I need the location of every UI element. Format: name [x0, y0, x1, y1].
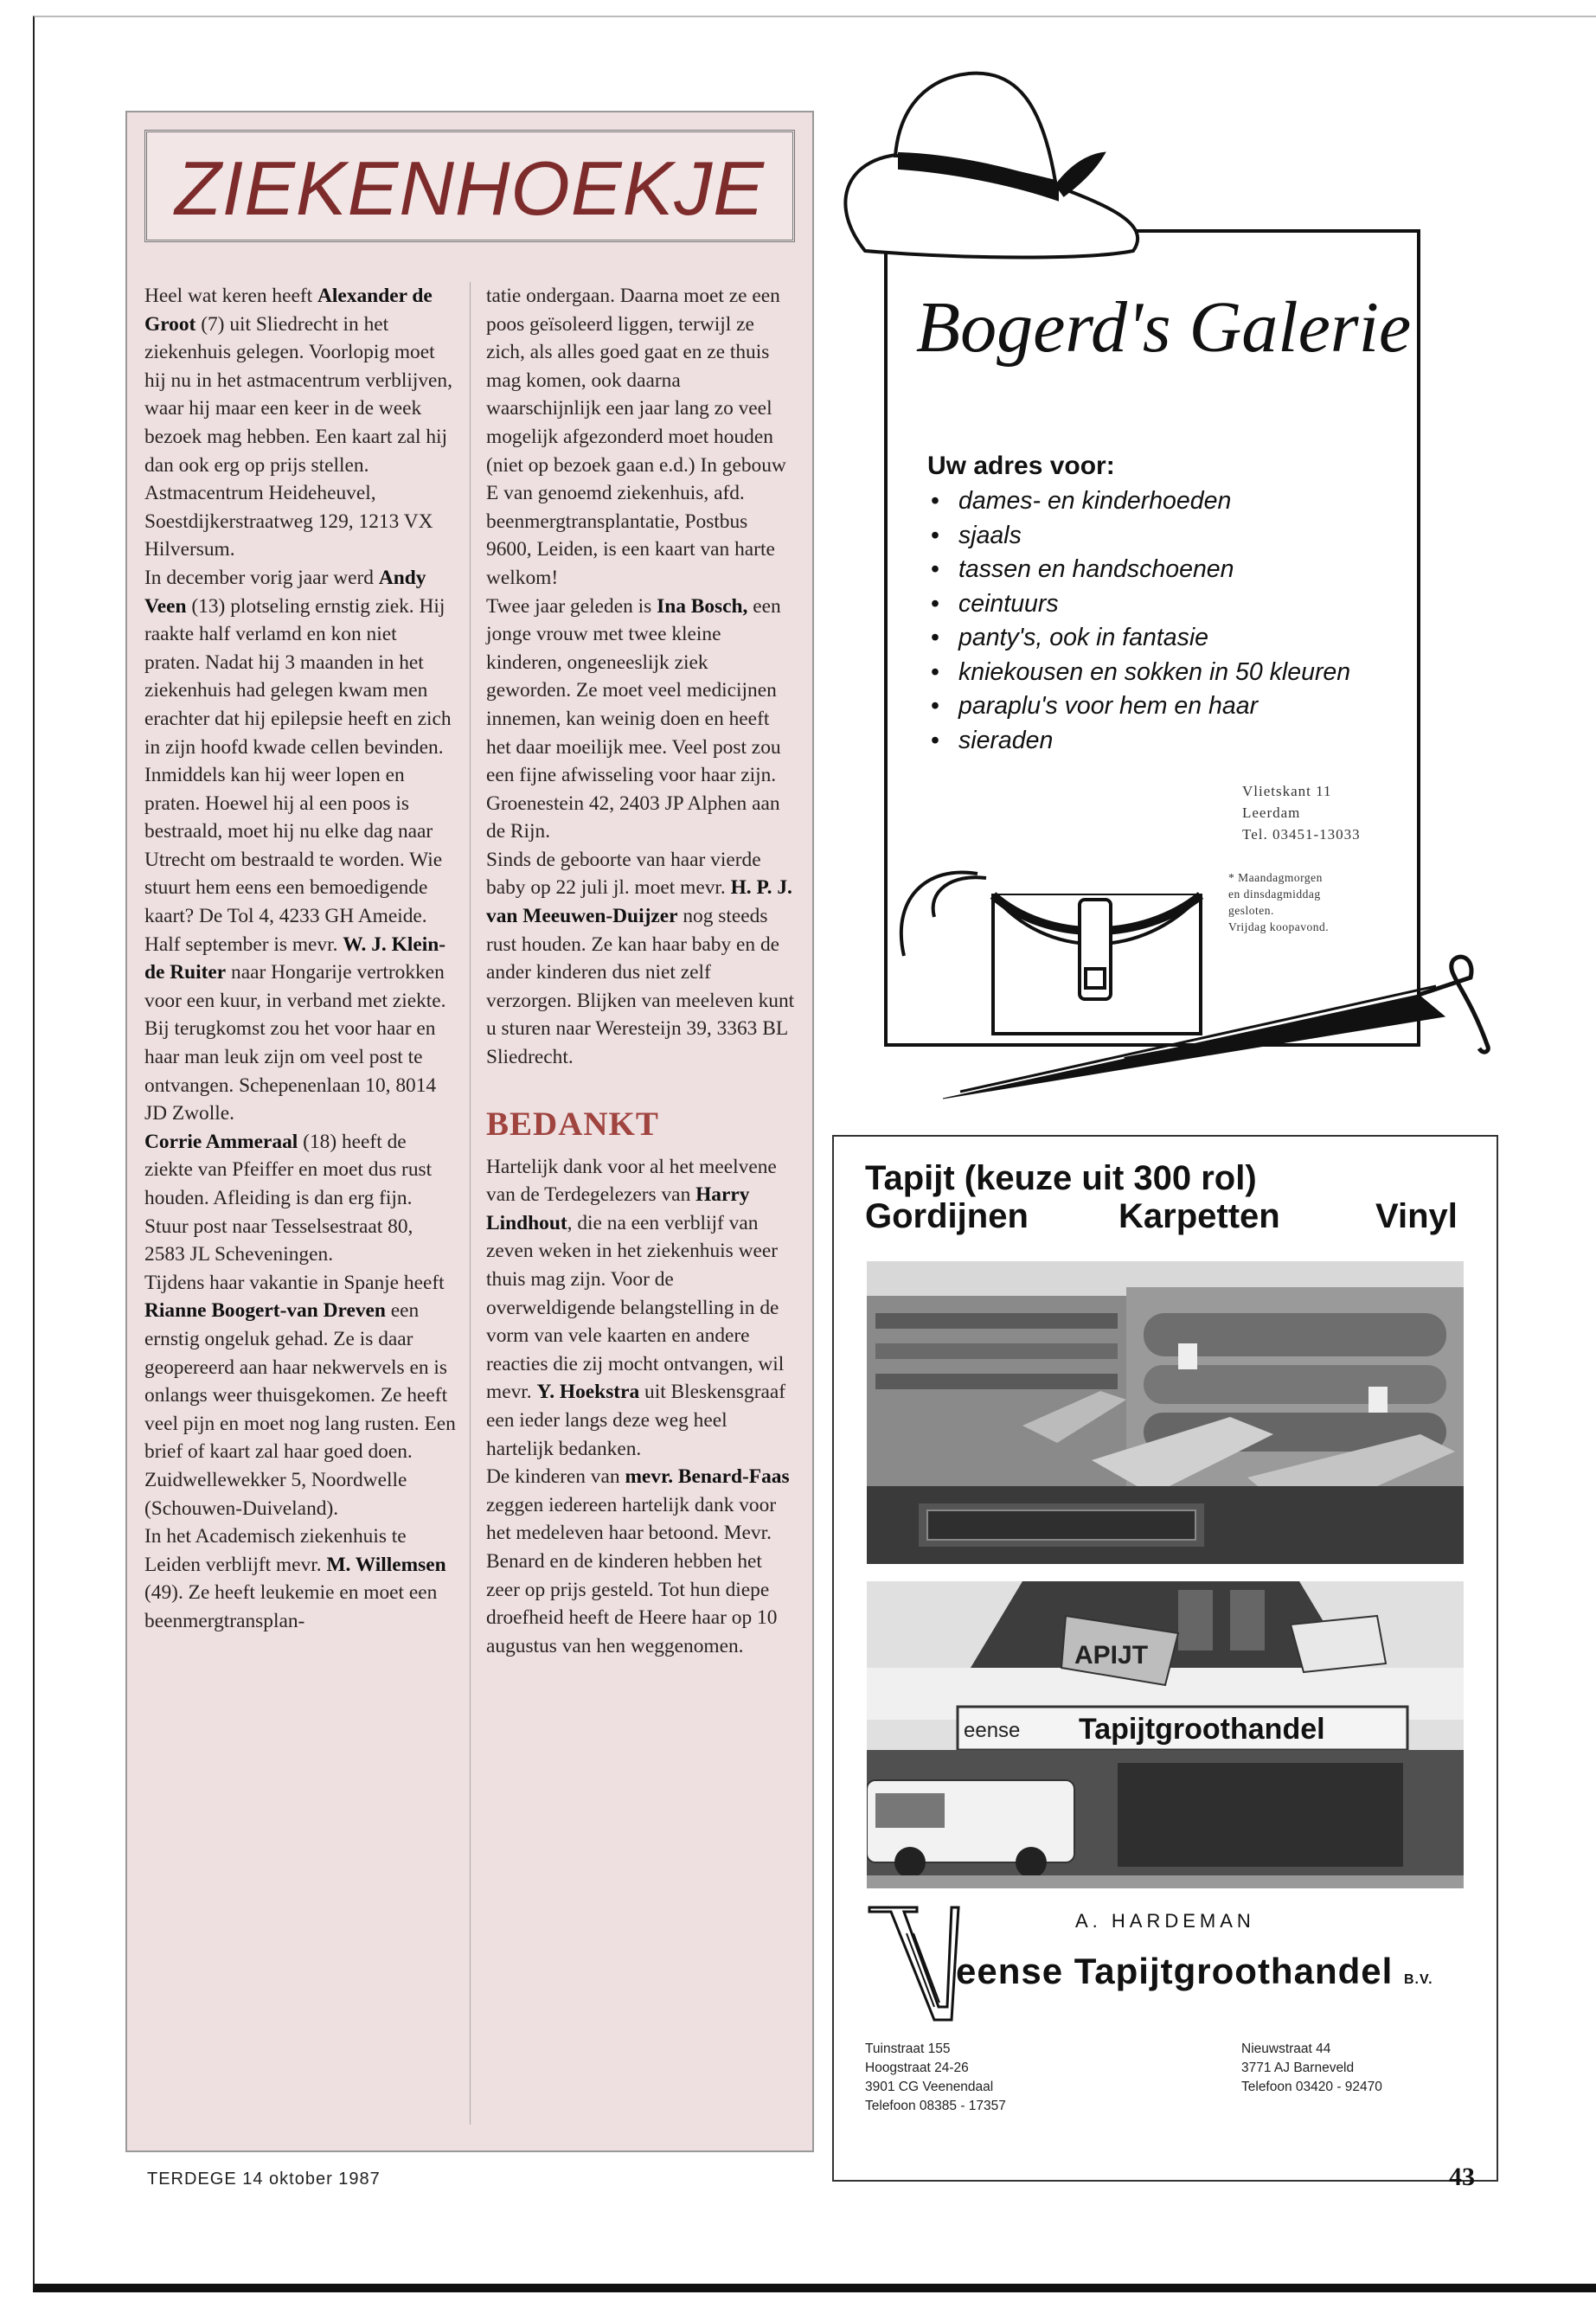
paragraph: In het Academisch ziekenhuis te Leiden verblijft mevr. M. Willemsen (49). Ze heeft leukemie en moet een beenmergtransplan- — [144, 1525, 446, 1632]
person-name: Corrie Ammeraal — [144, 1130, 298, 1153]
bogerd-hours: * Maandagmorgen en dinsdagmiddag gesloten. Vrijdag koopavond. — [1228, 871, 1330, 933]
paragraph: Corrie Ammeraal (18) heeft de ziekte van Pfeiffer en moet dus rust houden. Afleiding is dan erg fijn. Stuur post naar Tesselsestraat 80, 2583 JL Scheveningen. — [144, 1130, 433, 1266]
list-item: • kniekousen en sokken in 50 kleuren — [927, 656, 1350, 690]
list-item: • sieraden — [927, 724, 1350, 759]
bogerd-list — [927, 484, 1350, 758]
person-name: Ina Bosch, — [657, 594, 748, 618]
storefront-banner-text: Tapijtgroothandel — [1079, 1713, 1325, 1746]
paragraph: De kinderen van mevr. Benard-Faas zeggen iedereen hartelijk dank voor het medeleven haar betoond. Mevr. Benard en de kinderen hebben het zeer op prijs gesteld. Tot hun diepe droefheid heeft de Heere haar op 10 augustus van hen weggenomen. — [486, 1465, 790, 1657]
list-item: • ceintuurs — [927, 587, 1350, 622]
person-name: mevr. Benard-Faas — [625, 1465, 790, 1489]
list-item: • tassen en handschoenen — [927, 553, 1350, 587]
person-name: Rianne Boogert-van Dreven — [144, 1299, 386, 1323]
person-name: M. Willemsen — [326, 1553, 446, 1576]
showroom-photo — [867, 1261, 1464, 1564]
veense-logo — [865, 1903, 960, 2024]
paragraph: Half september is mevr. W. J. Klein-de Ruiter naar Hongarije vertrokken voor een kuur, in verband met ziekte. Bij terugkomst zou het voor haar en haar man leuk zijn om veel post te ontvangen. Schepenenlaan 10, 8014 JD Zwolle. — [144, 933, 446, 1125]
storefront-banner-prefix: eense — [964, 1719, 1021, 1742]
tapijt-address-veenendaal: Tuinstraat 155 Hoogstraat 24-26 3901 CG Veenendaal Telefoon 08385 - 17357 — [865, 2041, 1006, 2113]
list-item: • dames- en kinderhoeden — [927, 484, 1350, 519]
list-item: • paraplu's voor hem en haar — [927, 689, 1350, 724]
person-name: Andy Veen — [144, 566, 426, 618]
paragraph: In december vorig jaar werd Andy Veen (13) plotseling ernstig ziek. Hij raakte half verlamd en kon niet praten. Nadat hij 3 maanden in het ziekenhuis had gelegen kwam men erachter dat hij epilepsie heeft en zich in zijn hoofd kwade cellen bevinden. Inmiddels kan hij weer lopen en praten. Hoewel hij al een poos is bestraald, moet hij nu elke dag naar Utrecht om bestraald te worden. Wie stuurt hem eens een bemoedigende kaart? De Tol 4, 4233 GH Ameide. — [144, 566, 452, 928]
tapijt-headline: Tapijt (keuze uit 300 rol) — [865, 1159, 1257, 1197]
person-name: W. J. Klein-de Ruiter — [144, 933, 445, 984]
paragraph: Tijdens haar vakantie in Spanje heeft Rianne Boogert-van Dreven een ernstig ongeluk gehad. Ze is daar geopereerd aan haar nekwervels en is onlangs weer thuisgekomen. Ze heeft veel pijn en moet nog lang rusten. Een brief of kaart zal haar goed doen. Zuidwellewekker 5, Noordwelle (Schouwen-Duiveland). — [144, 1271, 456, 1520]
handbag-illustration — [901, 872, 1201, 1034]
list-item: • sjaals — [927, 519, 1350, 554]
person-name: H. P. J. van Meeuwen-Duijzer — [486, 876, 792, 928]
tapijt-owner: A. HARDEMAN — [1075, 1910, 1255, 1932]
bogerd-title: Bogerd's Galerie — [915, 287, 1412, 368]
bogerd-address: Vlietskant 11 Leerdam Tel. 03451-13033 — [1242, 783, 1361, 843]
bedankt-heading: BEDANKT — [486, 1105, 659, 1143]
tapijt-sub-karpetten: Karpetten — [1118, 1197, 1280, 1235]
storefront-photo — [867, 1581, 1464, 1888]
hat-illustration — [845, 74, 1138, 258]
page-number: 43 — [1449, 2163, 1475, 2191]
bogerd-lead: Uw adres voor: — [927, 452, 1115, 480]
storefront-flag-text: APIJT — [1074, 1641, 1149, 1670]
person-name: Y. Hoekstra — [536, 1381, 640, 1404]
person-name: Harry Lindhout — [486, 1183, 750, 1234]
paragraph: Sinds de geboorte van haar vierde baby op 22 juli jl. moet mevr. H. P. J. van Meeuwen-Duijzer nog steeds rust houden. Ze kan haar baby en de ander kinderen dus niet zelf verzorgen. Blijken van meeleven kunt u sturen naar Weresteijn 39, 3363 BL Sliedrecht. — [486, 848, 795, 1069]
tapijt-address-barneveld: Nieuwstraat 44 3771 AJ Barneveld Telefoon 03420 - 92470 — [1241, 2041, 1382, 2094]
person-name: Alexander de Groot — [144, 285, 433, 336]
footer-publication: TERDEGE 14 oktober 1987 — [147, 2170, 381, 2189]
bogerd-illustrations — [0, 0, 1596, 1125]
paragraph: Hartelijk dank voor al het meelvene van de Terdegelezers van Harry Lindhout, die na een verblijf van zeven weken in het ziekenhuis weer thuis mag zijn. Voor de overweldigende belangstelling in de vorm van vele kaarten en andere reacties die zij mocht ontvangen, wil mevr. Y. Hoekstra uit Bleskensgraaf een ieder langs deze weg heel hartelijk bedanken. — [486, 1155, 786, 1460]
paragraph: Twee jaar geleden is Ina Bosch, een jonge vrouw met twee kleine kinderen, ongeneeslijk ziek geworden. Ze moet veel medicijnen innemen, kan weinig doen en heeft het daar moeilijk mee. Veel post zou een fijne afwisseling voor haar zijn. Groenestein 42, 2403 JP Alphen aan de Rijn. — [486, 594, 781, 843]
paragraph: Heel wat keren heeft Alexander de Groot (7) uit Sliedrecht in het ziekenhuis gelegen. Voorlopig moet hij nu in het astmacentrum verblijven, waar hij maar een keer in de week bezoek mag hebben. Een kaart zal hij dan ook erg op prijs stellen. Astmacentrum Heideheuvel, Soestdijkerstraatweg 129, 1213 VX Hilversum. — [144, 285, 452, 561]
ziekenhoekje-title: ZIEKENHOEKJE — [175, 145, 765, 231]
tapijt-sub-vinyl: Vinyl — [1375, 1197, 1458, 1235]
tapijt-company: eense Tapijtgroothandel B.V. — [956, 1951, 1433, 1991]
paragraph: tatie ondergaan. Daarna moet ze een poos geïsoleerd liggen, terwijl ze zich, als alles goed gaat en ze thuis mag komen, ook daarna waarschijnlijk een jaar lang zo veel mogelijk afgezonderd moet houden (niet op bezoek gaan e.d.) In gebouw E van genoemd ziekenhuis, afd. beenmergtransplantatie, Postbus 9600, Leiden, is een kaart van harte welkom! — [486, 285, 786, 589]
list-item: • panty's, ook in fantasie — [927, 621, 1350, 656]
tapijt-sub-gordijnen: Gordijnen — [865, 1197, 1029, 1235]
